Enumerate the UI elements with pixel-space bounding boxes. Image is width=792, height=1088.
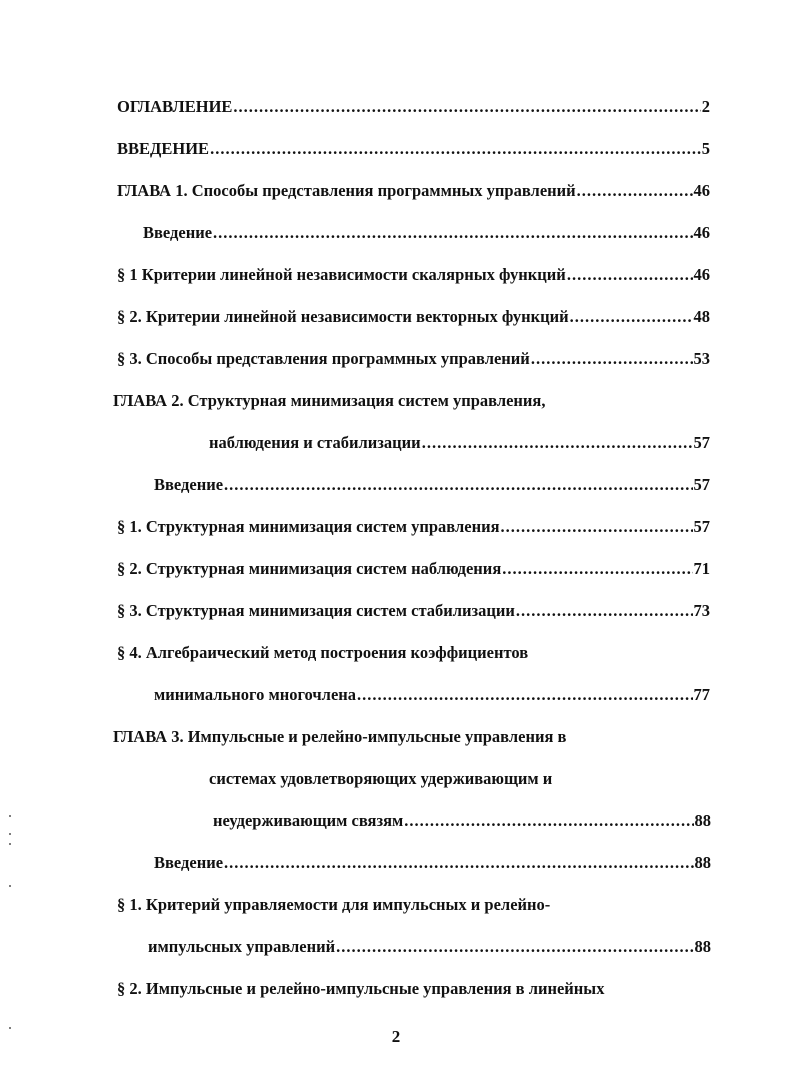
toc-leader — [213, 223, 692, 243]
toc-entry-chapter-1[interactable] — [117, 181, 710, 201]
toc-leader — [404, 811, 693, 831]
scan-speck — [9, 885, 11, 887]
toc-entry-chapter-3-cont-2[interactable] — [213, 811, 711, 831]
toc-entry-page: 46 — [693, 223, 710, 242]
scan-speck — [9, 1027, 11, 1029]
toc-leader — [422, 433, 693, 453]
toc-entry-title: системах удовлетворяющих удерживающим и — [209, 769, 553, 788]
toc-entry-page: 57 — [693, 433, 710, 452]
toc-leader — [516, 601, 693, 621]
toc-entry-title: § 3. Структурная минимизация систем стабилизации — [117, 601, 515, 620]
toc-entry-ch3-introduction[interactable] — [154, 853, 711, 873]
toc-entry-chapter-2-cont[interactable] — [209, 433, 710, 453]
toc-entry-title: Введение — [154, 853, 224, 872]
toc-entry-ch3-section-2[interactable] — [117, 979, 604, 999]
toc-entry-page: 53 — [693, 349, 710, 368]
toc-entry-chapter-3[interactable] — [113, 727, 566, 747]
toc-entry-page: 57 — [693, 517, 710, 536]
toc-entry-title: ГЛАВА 1. Способы представления программных управлений — [117, 181, 576, 200]
toc-entry-title: ВВЕДЕНИЕ — [117, 139, 210, 158]
toc-entry-title: Введение — [143, 223, 213, 242]
toc-entry-chapter-3-cont-1[interactable] — [209, 769, 552, 789]
toc-entry-title: ГЛАВА 2. Структурная минимизация систем управления, — [113, 391, 546, 410]
toc-leader — [210, 139, 701, 159]
toc-entry-page: 71 — [693, 559, 710, 578]
page-number: 2 — [391, 1027, 401, 1046]
toc-entry-introduction[interactable] — [117, 139, 710, 159]
toc-entry-page: 88 — [694, 811, 711, 830]
toc-leader — [501, 517, 693, 537]
scan-speck — [9, 843, 11, 845]
toc-leader — [336, 937, 693, 957]
toc-entry-title: Введение — [154, 475, 224, 494]
toc-entry-ch3-section-1[interactable] — [117, 895, 550, 915]
toc-entry-page: 73 — [693, 601, 710, 620]
toc-entry-page: 88 — [694, 853, 711, 872]
toc-entry-title: минимального многочлена — [154, 685, 357, 704]
toc-entry-title: § 1. Структурная минимизация систем управления — [117, 517, 500, 536]
toc-entry-page: 57 — [693, 475, 710, 494]
toc-entry-title: § 4. Алгебраический метод построения коэффициентов — [117, 643, 529, 662]
toc-entry-title: ОГЛАВЛЕНИЕ — [117, 97, 233, 116]
toc-entry-ch1-introduction[interactable] — [143, 223, 710, 243]
toc-entry-title: наблюдения и стабилизации — [209, 433, 421, 452]
toc-entry-title: § 1 Критерии линейной независимости скалярных функций — [117, 265, 566, 284]
toc-entry-page: 5 — [701, 139, 710, 158]
toc-entry-title: § 2. Критерии линейной независимости векторных функций — [117, 307, 569, 326]
toc-entry-title: импульсных управлений — [148, 937, 336, 956]
toc-entry-ch2-section-1[interactable] — [117, 517, 710, 537]
toc-entry-ch2-section-3[interactable] — [117, 601, 710, 621]
toc-leader — [502, 559, 692, 579]
toc-leader — [357, 685, 692, 705]
toc-leader — [570, 307, 693, 327]
scan-speck — [9, 833, 11, 835]
toc-leader — [224, 475, 692, 495]
toc-entry-ch1-section-1[interactable] — [117, 265, 710, 285]
toc-leader — [577, 181, 693, 201]
toc-entry-title: § 3. Способы представления программных управлений — [117, 349, 530, 368]
toc-entry-ch1-section-3[interactable] — [117, 349, 710, 369]
toc-entry-ch2-section-4[interactable] — [117, 643, 528, 663]
toc-leader — [233, 97, 700, 117]
toc-entry-title: § 2. Импульсные и релейно-импульсные управления в линейных — [117, 979, 605, 998]
toc-entry-title: ГЛАВА 3. Импульсные и релейно-импульсные управления в — [113, 727, 567, 746]
toc-entry-page: 46 — [693, 181, 710, 200]
toc-entry-title: § 1. Критерий управляемости для импульсных и релейно- — [117, 895, 551, 914]
toc-leader — [224, 853, 693, 873]
toc-leader — [567, 265, 693, 285]
toc-entry-title: неудерживающим связям — [213, 811, 404, 830]
scan-speck — [9, 815, 11, 817]
toc-entry-contents[interactable] — [117, 97, 710, 117]
toc-entry-page: 77 — [693, 685, 710, 704]
toc-entry-ch2-section-4-cont[interactable] — [154, 685, 710, 705]
toc-entry-ch2-introduction[interactable] — [154, 475, 710, 495]
toc-entry-ch3-section-1-cont[interactable] — [148, 937, 711, 957]
toc-entry-ch1-section-2[interactable] — [117, 307, 710, 327]
toc-entry-chapter-2[interactable] — [113, 391, 546, 411]
toc-entry-page: 48 — [693, 307, 710, 326]
toc-leader — [531, 349, 693, 369]
toc-entry-page: 2 — [701, 97, 710, 116]
toc-entry-page: 46 — [693, 265, 710, 284]
toc-entry-title: § 2. Структурная минимизация систем наблюдения — [117, 559, 502, 578]
toc-entry-page: 88 — [694, 937, 711, 956]
toc-entry-ch2-section-2[interactable] — [117, 559, 710, 579]
